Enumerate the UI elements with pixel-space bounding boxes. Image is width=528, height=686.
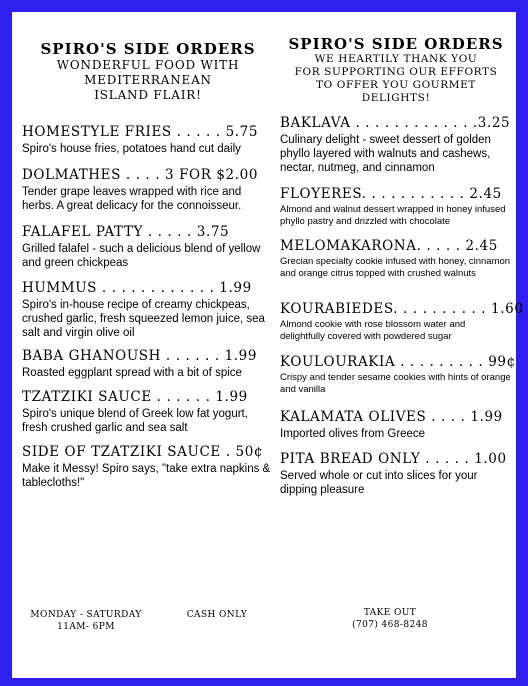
item-title-price: FLOYERES. . . . . . . . . . . 2.45 [280,186,502,202]
menu-sheet [12,12,524,678]
left-header-title: SPIRO'S SIDE ORDERS [40,40,256,58]
menu-item-falafel-patty [22,224,274,270]
right-header [280,35,512,105]
hours-days: MONDAY - SATURDAY [30,610,142,620]
item-title-price: BAKLAVA . . . . . . . . . . . . .3.25 [280,115,511,131]
takeout-label: TAKE OUT [363,608,417,618]
hours-block [16,609,156,633]
payment-text: CASH ONLY [186,610,248,620]
item-title-price: PITA BREAD ONLY . . . . . 1.00 [280,451,507,467]
item-title-price: HUMMUS . . . . . . . . . . . . 1.99 [22,280,252,296]
right-header-sub-3: TO OFFER YOU GOURMET DELIGHTS! [316,79,476,104]
item-description: Spiro's in-house recipe of creamy chickpeas, crushed garlic, fresh squeezed lemon juice, sea salt and virgin olive oil [22,299,265,339]
item-title-price: TZATZIKI SAUCE . . . . . . 1.99 [22,389,248,405]
item-description: Crispy and tender sesame cookies with hints of orange and vanilla [280,372,511,395]
menu-item-side-of-tzatziki [22,444,274,490]
takeout-block [330,607,450,631]
menu-item-hummus [22,280,274,340]
item-description: Culinary delight - sweet dessert of golden phyllo layered with walnuts and cashews, nectar, nutmeg, and cinnamon [280,134,491,174]
menu-item-kalamata-olives [280,409,512,441]
item-description: Make it Messy! Spiro says, "take extra napkins & tablecloths!" [22,463,271,489]
item-title-price: BABA GHANOUSH . . . . . . 1.99 [22,348,258,364]
item-title-price: KALAMATA OLIVES . . . . 1.99 [280,409,503,425]
right-header-sub-2: FOR SUPPORTING OUR EFFORTS [294,66,498,78]
item-title-price: DOLMATHES . . . . 3 FOR $2.00 [22,167,259,183]
right-header-title: SPIRO'S SIDE ORDERS [288,35,504,53]
menu-item-melomakarona [280,238,512,280]
item-description: Spiro's unique blend of Greek low fat yogurt, fresh crushed garlic and sea salt [22,408,248,434]
item-description: Grecian specialty cookie infused with honey, cinnamon and orange citrus topped with crushed walnuts [280,256,511,279]
item-title-price: SIDE OF TZATZIKI SAUCE . 50¢ [22,444,264,460]
item-title-price: MELOMAKARONA. . . . . 2.45 [280,238,498,254]
item-title-price: KOURABIEDES. . . . . . . . . . 1.60 [280,301,524,317]
menu-item-dolmathes [22,167,274,213]
phone-number: (707) 468-8248 [352,620,428,630]
menu-item-tzatziki-sauce [22,389,274,435]
left-header [22,40,274,103]
menu-item-kourabiedes [280,301,524,343]
item-description: Almond and walnut dessert wrapped in honey infused phyllo pastry and drizzled with chocolate [280,204,506,227]
menu-item-baba-ghanoush [22,348,274,380]
left-header-sub-3: ISLAND FLAIR! [94,88,202,102]
left-header-sub-2: MEDITERRANEAN [84,73,212,87]
menu-item-baklava [280,115,512,175]
hours-time: 11AM- 6PM [57,622,115,632]
item-description: Almond cookie with rose blossom water and delightfully covered with powdered sugar [280,319,466,342]
item-description: Roasted eggplant spread with a bit of spice [22,367,242,379]
right-header-sub-1: WE HEARTILY THANK YOU [314,53,478,65]
item-title-price: FALAFEL PATTY . . . . . 3.75 [22,224,230,240]
left-header-sub-1: WONDERFUL FOOD WITH [56,58,240,72]
item-description: Tender grape leaves wrapped with rice and herbs. A great delicacy for the connoisseur. [22,186,242,212]
menu-item-floyeres [280,186,512,228]
menu-item-koulourakia [280,354,516,396]
menu-item-homestyle-fries [22,124,274,156]
menu-item-pita-bread [280,451,512,497]
item-description: Spiro's house fries, potatoes hand cut daily [22,143,241,155]
item-description: Grilled falafel - such a delicious blend of yellow and green chickpeas [22,243,261,269]
item-title-price: HOMESTYLE FRIES . . . . . 5.75 [22,124,259,140]
item-description: Served whole or cut into slices for your dipping pleasure [280,470,478,496]
item-title-price: KOULOURAKIA . . . . . . . . . 99¢ [280,354,516,370]
payment-note [172,609,262,621]
item-description: Imported olives from Greece [280,428,426,440]
